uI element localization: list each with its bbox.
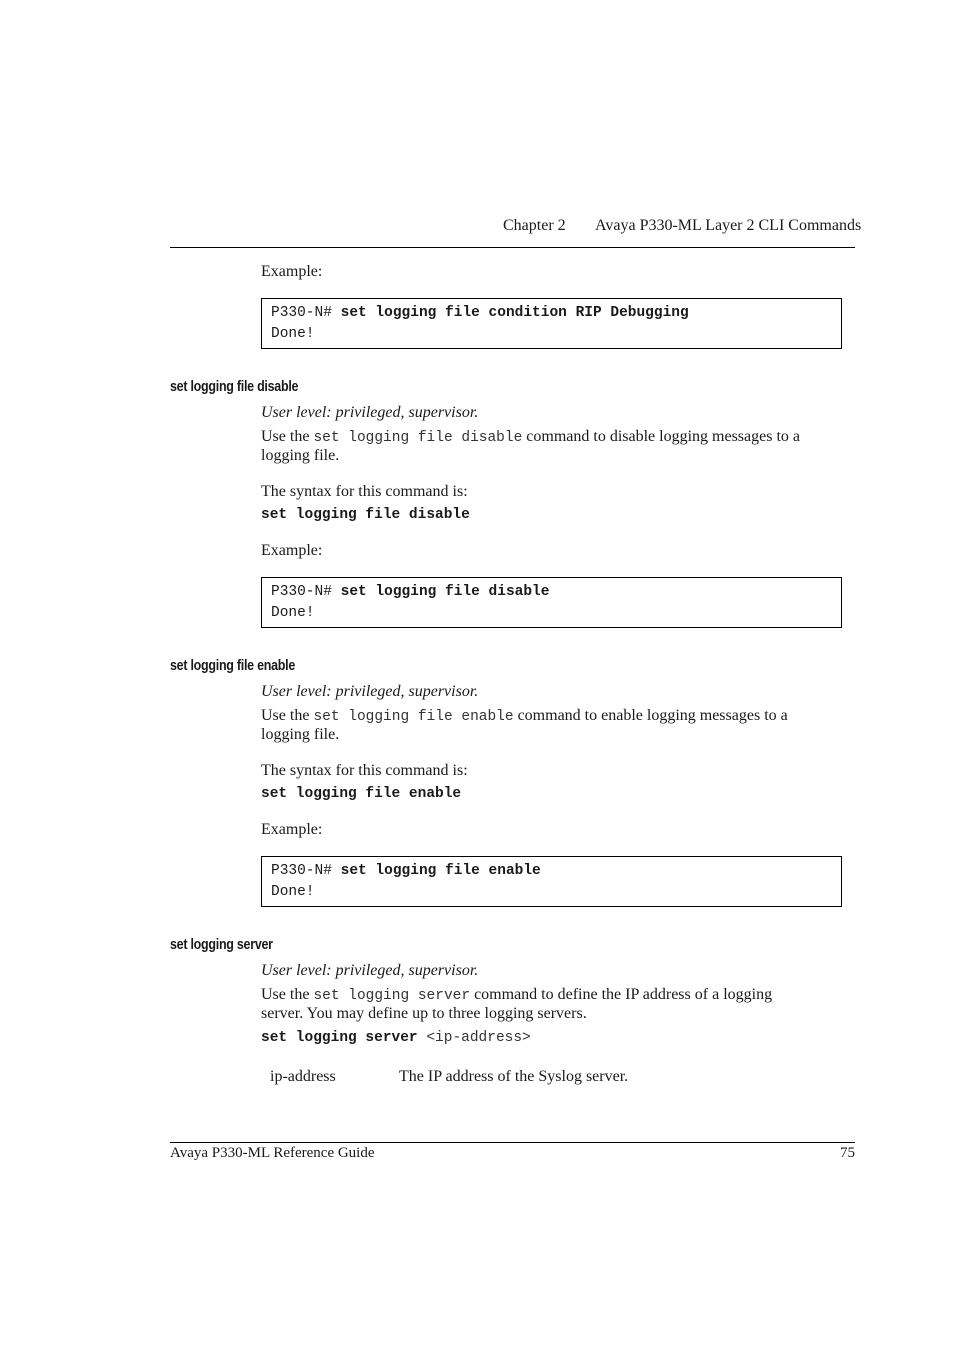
code-example-enable — [261, 856, 842, 907]
section-heading-server: set logging server — [170, 937, 273, 953]
description-enable — [261, 706, 855, 727]
header-rule — [170, 247, 855, 248]
desc-text: Use the — [261, 986, 310, 1003]
desc-text: command to define the IP address of a logging — [474, 986, 773, 1003]
code-prompt: P330-N# — [271, 305, 332, 321]
section-heading-enable: set logging file enable — [170, 658, 296, 674]
description-disable — [261, 427, 855, 448]
page-number: 75 — [840, 1145, 855, 1161]
desc-text: Use the — [261, 707, 310, 724]
syntax-intro-enable: The syntax for this command is: — [261, 762, 468, 779]
syntax-disable: set logging file disable — [261, 507, 470, 523]
code-result: Done! — [271, 605, 315, 621]
footer-rule — [170, 1142, 855, 1143]
syntax-command: set logging server — [261, 1030, 418, 1046]
syntax-enable: set logging file enable — [261, 786, 462, 802]
description-server-line2: server. You may define up to three logging servers. — [261, 1005, 587, 1022]
code-example-condition — [261, 298, 842, 349]
code-command: set logging file enable — [340, 863, 541, 879]
desc-text: command to enable logging messages to a — [517, 707, 788, 724]
param-name: ip-address — [270, 1068, 336, 1085]
code-command: set logging file condition RIP Debugging — [340, 305, 689, 321]
example-label-disable: Example: — [261, 542, 323, 559]
user-level-enable: User level: privileged, supervisor. — [261, 683, 479, 700]
code-prompt: P330-N# — [271, 584, 332, 600]
user-level-server: User level: privileged, supervisor. — [261, 962, 479, 979]
syntax-parameter: <ip-address> — [426, 1030, 531, 1046]
syntax-intro-disable: The syntax for this command is: — [261, 483, 468, 500]
header-title: Avaya P330-ML Layer 2 CLI Commands — [595, 217, 862, 234]
code-prompt: P330-N# — [271, 863, 332, 879]
example-label: Example: — [261, 263, 323, 280]
code-example-disable — [261, 577, 842, 628]
code-result: Done! — [271, 884, 315, 900]
footer-guide-title: Avaya P330-ML Reference Guide — [170, 1145, 375, 1161]
description-enable-line2: logging file. — [261, 726, 340, 743]
desc-text: command to disable logging messages to a — [526, 428, 801, 445]
description-server — [261, 985, 855, 1006]
desc-inline-code: set logging server — [313, 988, 471, 1004]
header-chapter: Chapter 2 — [503, 217, 566, 234]
example-label-enable: Example: — [261, 821, 323, 838]
desc-inline-code: set logging file enable — [313, 709, 514, 725]
syntax-server — [261, 1030, 531, 1046]
description-disable-line2: logging file. — [261, 447, 340, 464]
desc-text: Use the — [261, 428, 310, 445]
desc-inline-code: set logging file disable — [313, 430, 523, 446]
section-heading-disable: set logging file disable — [170, 379, 299, 395]
code-result: Done! — [271, 326, 315, 342]
code-command: set logging file disable — [340, 584, 550, 600]
user-level-disable: User level: privileged, supervisor. — [261, 404, 479, 421]
param-description: The IP address of the Syslog server. — [399, 1068, 629, 1085]
